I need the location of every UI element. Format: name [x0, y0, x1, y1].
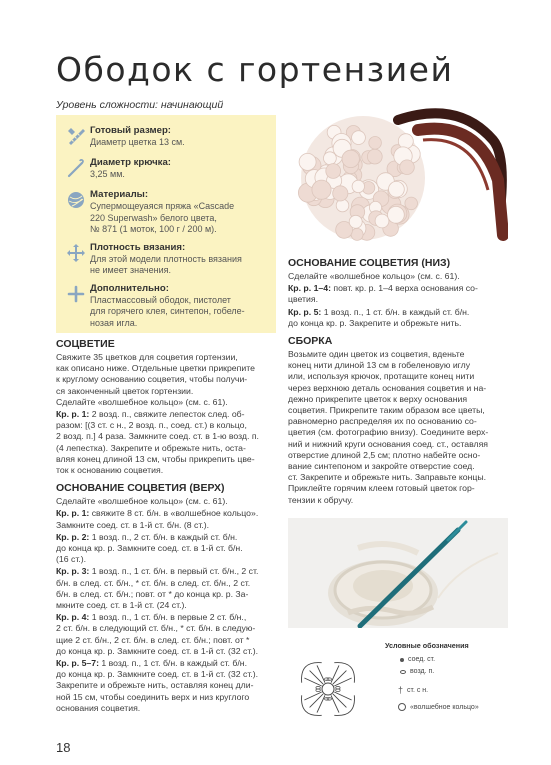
- dc-symbol-icon: †: [398, 685, 404, 695]
- page-title: Ободок с гортензией: [56, 50, 454, 89]
- section-heading: СОЦВЕТИЕ: [56, 338, 115, 350]
- section-heading: ОСНОВАНИЕ СОЦВЕТИЯ (НИЗ): [288, 257, 451, 269]
- text-line: Сделайте «волшебное кольцо» (см. с. 61).: [56, 396, 228, 407]
- round-instruction: [56, 409, 274, 476]
- text-line: свяжите 8 ст. б/н. в «волшебное кольцо».: [89, 508, 259, 519]
- left-column: [56, 338, 274, 715]
- text-line: вание синтепоном и закройте отверстие соед.: [288, 461, 475, 472]
- headband-photo: [288, 100, 508, 250]
- legend-slip-stitch: [400, 656, 435, 663]
- text-line: разом: [(3 ст. с н., 2 возд. п., соед. ст.) в кольцо,: [56, 420, 247, 431]
- round-label: Кр. р. 3:: [56, 566, 90, 577]
- text-line: соцветия. Прикрепите таким образом все цветы,: [288, 405, 485, 416]
- ring-icon: [398, 703, 406, 711]
- text-line: ний и нижний круги основания соед. ст., оставляя: [288, 438, 488, 449]
- paragraph: [288, 349, 508, 506]
- info-extra: [62, 283, 270, 330]
- text-line: тензии к обручу.: [288, 494, 354, 505]
- paragraph: [56, 496, 274, 507]
- text-line: вляя конец длиной 13 см, чтобы прикрепить цве-: [56, 453, 255, 464]
- info-text: 220 Superwash» белого цвета,: [90, 212, 217, 223]
- plus-icon: [62, 283, 90, 309]
- text-line: (16 ст.).: [56, 554, 87, 565]
- text-line: до конца кр. р. Замкните соед. ст. в 1-й ст. б/н.: [56, 543, 243, 554]
- text-line: ной 15 см, чтобы соединить верх и низ круглого: [56, 691, 250, 702]
- hortensia-flower: [298, 116, 425, 240]
- text-line: до конца кр. р. Замкните соед. ст. в 1-й ст. (32 ст.).: [56, 669, 259, 680]
- round-instruction: [288, 283, 508, 305]
- round-label: Кр. р. 4:: [56, 612, 90, 623]
- info-text: Для этой модели плотность вязания: [90, 253, 242, 264]
- text-line: щие 2 ст. б/н., 2 ст. б/н. в след. ст. б/н.; повт. от *: [56, 634, 250, 645]
- legend-chain: [400, 668, 434, 675]
- info-label: Плотность вязания:: [90, 241, 186, 253]
- text-line: Сделайте «волшебное кольцо» (см. с. 61).: [56, 496, 228, 507]
- round-label: Кр. р. 1–4:: [288, 283, 331, 294]
- info-hook: [62, 157, 270, 183]
- text-line: к круглому основанию соцветия, чтобы получи-: [56, 374, 248, 385]
- materials-infobox: [56, 115, 276, 333]
- right-column: [288, 257, 508, 507]
- legend-magic-ring: [398, 703, 479, 711]
- crochet-base-photo: [288, 518, 508, 628]
- info-text: не имеет значения.: [90, 265, 171, 275]
- text-line: 2 возд. п.] 4 раза. Замкните соед. ст. в 1-ю возд. п.: [56, 431, 259, 442]
- text-line: цветия (см. фотографию внизу). Соедините верх-: [288, 427, 489, 438]
- text-line: 1 возд. п., 1 ст. б/н. в каждый ст. б/н.: [321, 306, 470, 317]
- text-line: или, используя крючок, протащите конец нити: [288, 371, 475, 382]
- text-line: ток к основанию соцветия.: [56, 465, 164, 476]
- text-line: Замкните соед. ст. в 1-й ст. б/н. (8 ст.).: [56, 519, 210, 530]
- info-gauge: [62, 242, 270, 277]
- info-text: Диаметр цветка 13 см.: [90, 137, 185, 147]
- paragraph: [56, 352, 274, 408]
- text-line: б/н. в след. ст. б/н.; повт. от * до конца кр. р. За-: [56, 588, 249, 599]
- round-label: Кр. р. 2:: [56, 531, 90, 542]
- info-label: Диаметр крючка:: [90, 157, 171, 168]
- page-number: 18: [56, 740, 71, 755]
- text-line: ся законченный цветок гортензии.: [56, 385, 194, 396]
- info-text: 3,25 мм.: [90, 169, 125, 179]
- legend-label: возд. п.: [410, 668, 435, 675]
- dot-icon: [400, 658, 404, 662]
- round-label: Кр. р. 1:: [56, 508, 90, 519]
- text-line: отверстие длиной 2,5 см; плотно набейте осно-: [288, 449, 481, 460]
- info-text: для горячего клея, синтепон, гобеле-: [90, 306, 245, 316]
- legend-title: Условные обозначения: [385, 641, 469, 650]
- text-line: 1 возд. п., 1 ст. б/н. в каждый ст. б/н.: [98, 658, 247, 669]
- info-text: нозая игла.: [90, 317, 138, 328]
- text-line: Приклейте горячим клеем готовый цветок гор-: [288, 483, 475, 494]
- oval-icon: [400, 670, 406, 674]
- legend-label: ст. с н.: [407, 686, 429, 694]
- text-line: через верхнюю деталь основания соцветия и на-: [288, 382, 487, 393]
- text-line: Возьмите один цветок из соцветия, вденьте: [288, 349, 465, 360]
- text-line: конец нити длиной 13 см в гобеленовую иглу: [288, 360, 471, 371]
- info-label: Материалы:: [90, 189, 149, 200]
- info-label: Готовый размер:: [90, 125, 171, 136]
- text-line: до конца кр. р. Замкните соед. ст. в 1-й ст. (32 ст.).: [56, 645, 259, 656]
- legend-label: соед. ст.: [408, 656, 436, 663]
- text-line: 1 возд. п., 2 ст. б/н. в каждый ст. б/н.: [89, 531, 238, 542]
- round-instruction: [56, 566, 274, 611]
- text-line: Закрепите и обрежьте нить, оставляя конец дли-: [56, 680, 254, 691]
- paragraph: [288, 271, 508, 282]
- text-line: цветия.: [288, 294, 318, 305]
- round-label: Кр. р. 1:: [56, 409, 90, 420]
- text-line: повт. кр. р. 1–4 верха основания со-: [330, 283, 478, 294]
- text-line: до конца кр. р. Закрепите и обрежьте нить.: [288, 317, 462, 328]
- text-line: мкните соед. ст. в 1-й ст. (24 ст.).: [56, 600, 187, 611]
- text-line: 2 ст. б/н. в следующий ст. б/н., * ст. б/н. в следую-: [56, 623, 256, 634]
- section-heading: СБОРКА: [288, 335, 333, 348]
- text-line: основания соцветия.: [56, 702, 141, 713]
- text-line: равномерно распределяя их по основанию со-: [288, 416, 477, 427]
- section-heading: ОСНОВАНИЕ СОЦВЕТИЯ (ВЕРХ): [56, 482, 225, 495]
- yarn-ball-icon: [62, 189, 90, 215]
- text-line: Свяжите 35 цветков для соцветия гортензии,: [56, 352, 238, 362]
- round-label: Кр. р. 5:: [288, 306, 322, 317]
- hook-icon: [62, 157, 90, 183]
- info-label: Дополнительно:: [90, 282, 169, 294]
- text-line: 1 возд. п., 1 ст. б/н. в первый ст. б/н., 2 ст.: [89, 566, 259, 577]
- round-instruction: [56, 508, 274, 530]
- text-line: (4 лепестка). Закрепите и обрежьте нить, оста-: [56, 442, 246, 453]
- text-line: Сделайте «волшебное кольцо» (см. с. 61).: [288, 271, 460, 281]
- round-instruction: [56, 658, 274, 714]
- info-text: Пластмассовый ободок, пистолет: [90, 294, 231, 305]
- text-line: дежно прикрепите цветок к верху основания: [288, 393, 468, 404]
- text-line: 1 возд. п., 1 ст. б/н. в первые 2 ст. б/н.,: [89, 612, 247, 623]
- info-text: № 871 (1 моток, 100 г / 200 м).: [90, 224, 217, 234]
- round-instruction: [288, 307, 508, 329]
- text-line: ст. Закрепите и обрежьте нить. Заправьте концы.: [288, 472, 487, 483]
- info-size: [62, 125, 270, 151]
- difficulty-level: Уровень сложности: начинающий: [56, 99, 224, 111]
- text-line: б/н. в след. ст. б/н., * ст. б/н. в след. ст. б/н., 2 ст.: [56, 577, 251, 588]
- legend-double-crochet: [398, 685, 428, 695]
- ruler-icon: [62, 125, 90, 151]
- info-materials: [62, 189, 270, 236]
- text-line: 2 возд. п., свяжите лепесток след. об-: [89, 409, 245, 420]
- round-instruction: [56, 612, 274, 657]
- round-label: Кр. р. 5–7:: [56, 658, 99, 669]
- arrows-cross-icon: [62, 242, 90, 268]
- round-instruction: [56, 532, 274, 566]
- info-text: Супермощеуаяся пряжа «Cascade: [90, 201, 235, 211]
- legend-label: «волшебное кольцо»: [410, 703, 479, 711]
- text-line: как описано ниже. Отдельные цветки прикрепите: [56, 363, 255, 374]
